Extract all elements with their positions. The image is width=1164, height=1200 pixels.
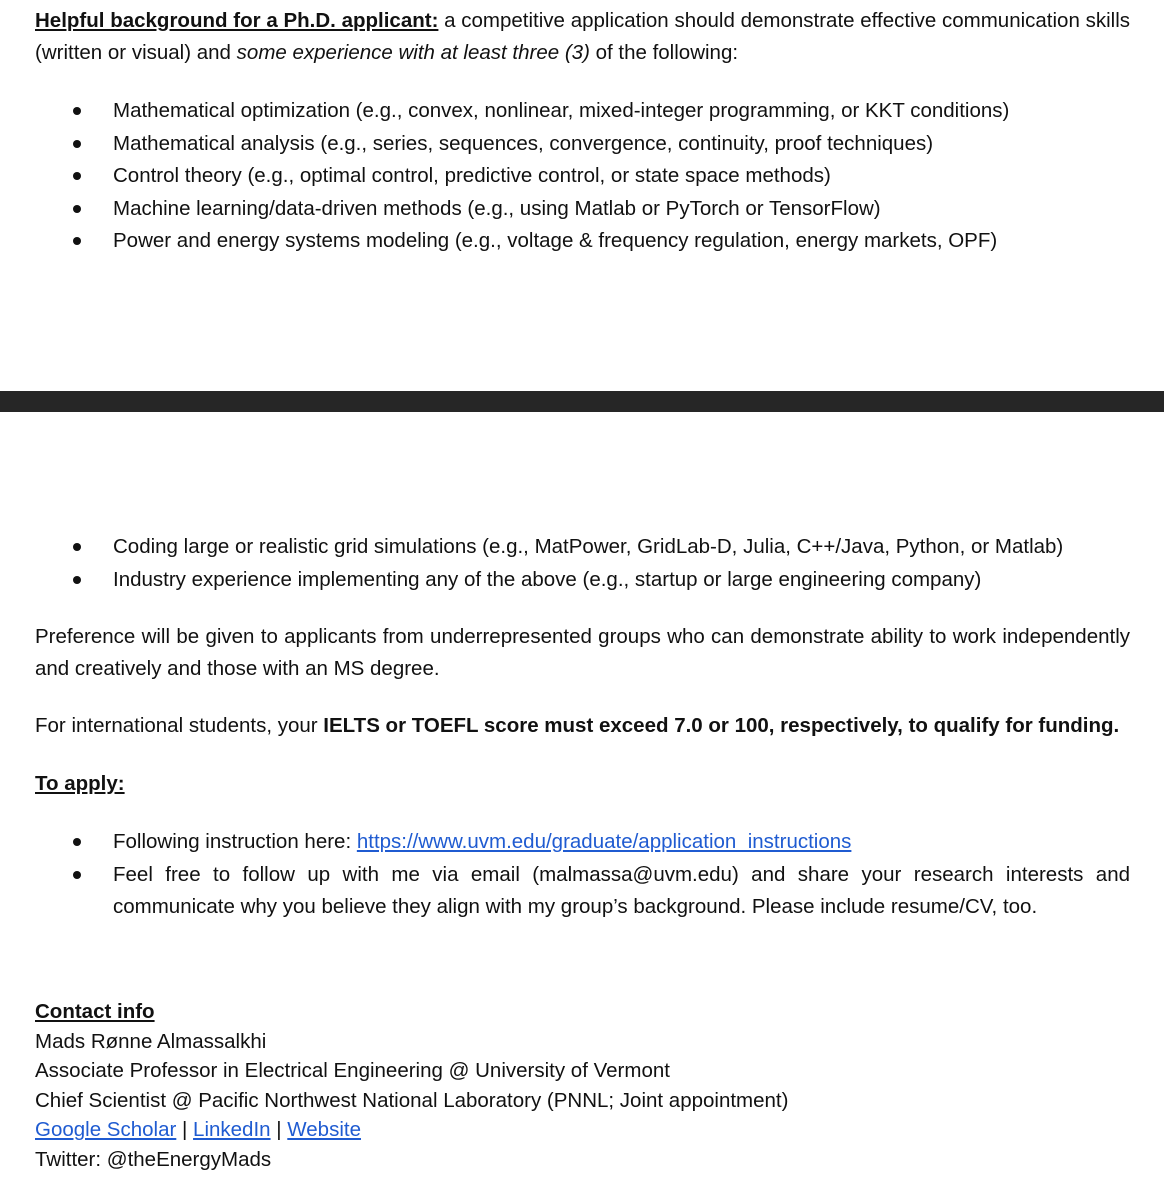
- list-item: Mathematical optimization (e.g., convex, nonlinear, mixed-integer programming, or KKT conditions): [35, 95, 1130, 128]
- list-item: Industry experience implementing any of the above (e.g., startup or large engineering company): [35, 564, 1130, 597]
- bullet-icon: [73, 237, 81, 245]
- bullet-icon: [73, 107, 81, 115]
- list-item: Mathematical analysis (e.g., series, sequences, convergence, continuity, proof techniques): [35, 128, 1130, 161]
- list-item: Control theory (e.g., optimal control, predictive control, or state space methods): [35, 160, 1130, 193]
- list-item: Feel free to follow up with me via email (malmassa@uvm.edu) and share your research interests and communicate why you believe they align with my group’s background. Please include resume/CV, too.: [35, 859, 1130, 924]
- contact-heading: Contact info: [35, 1000, 155, 1023]
- contact-links: [35, 1115, 1130, 1145]
- application-instructions-link[interactable]: https://www.uvm.edu/graduate/application_instructions: [356, 830, 852, 853]
- international-paragraph: [35, 710, 1130, 742]
- contact-title-pnnl: Chief Scientist @ Pacific Northwest National Laboratory (PNNL; Joint appointment): [35, 1088, 789, 1112]
- list-item: Power and energy systems modeling (e.g., voltage & frequency regulation, energy markets, OPF): [35, 225, 1130, 258]
- international-requirement: IELTS or TOEFL score must exceed 7.0 or 100, respectively, to qualify for funding.: [323, 714, 1120, 737]
- intro-text-b: of the following:: [589, 41, 739, 64]
- bullet-icon: [73, 543, 81, 551]
- website-link[interactable]: Website: [287, 1118, 361, 1141]
- bullet-icon: [73, 871, 81, 879]
- contact-name: Mads Rønne Almassalkhi: [35, 1029, 267, 1053]
- apply-list: [35, 826, 1130, 924]
- bullet-icon: [73, 172, 81, 180]
- contact-title-uvm: Associate Professor in Electrical Engineering @ University of Vermont: [35, 1059, 670, 1082]
- preference-paragraph: Preference will be given to applicants from underrepresented groups who can demonstrate ability to work independently and creatively and those with an MS degree.: [35, 625, 1130, 680]
- apply-section: [35, 768, 1130, 800]
- link-separator: |: [182, 1118, 188, 1141]
- intro-text-a: a competitive application should demonstrate effective communication skills (written or visual) and: [35, 9, 1130, 64]
- intro-paragraph: [35, 5, 1130, 69]
- bullet-icon: [73, 838, 81, 846]
- google-scholar-link[interactable]: Google Scholar: [35, 1118, 177, 1141]
- bullet-icon: [73, 576, 81, 584]
- list-item: Coding large or realistic grid simulations (e.g., MatPower, GridLab-D, Julia, C++/Java, Python, or Matlab): [35, 531, 1130, 564]
- intro-heading: Helpful background for a Ph.D. applicant:: [35, 9, 439, 32]
- linkedin-link[interactable]: LinkedIn: [193, 1118, 271, 1141]
- bullet-icon: [73, 205, 81, 213]
- contact-twitter: Twitter: @theEnergyMads: [35, 1147, 272, 1171]
- list-item: Machine learning/data-driven methods (e.g., using Matlab or PyTorch or TensorFlow): [35, 193, 1130, 226]
- background-list: [35, 95, 1130, 258]
- apply-heading: To apply:: [35, 772, 125, 795]
- page-divider: [0, 391, 1164, 412]
- background-list-continued: [35, 531, 1130, 596]
- intro-text-italic: some experience with at least three (3): [236, 41, 590, 64]
- contact-info: [35, 997, 1130, 1174]
- international-text: For international students, your: [35, 714, 324, 737]
- list-item: Following instruction here: https://www.uvm.edu/graduate/application_instructions: [35, 826, 1130, 859]
- link-separator: |: [276, 1118, 282, 1141]
- bullet-icon: [73, 140, 81, 148]
